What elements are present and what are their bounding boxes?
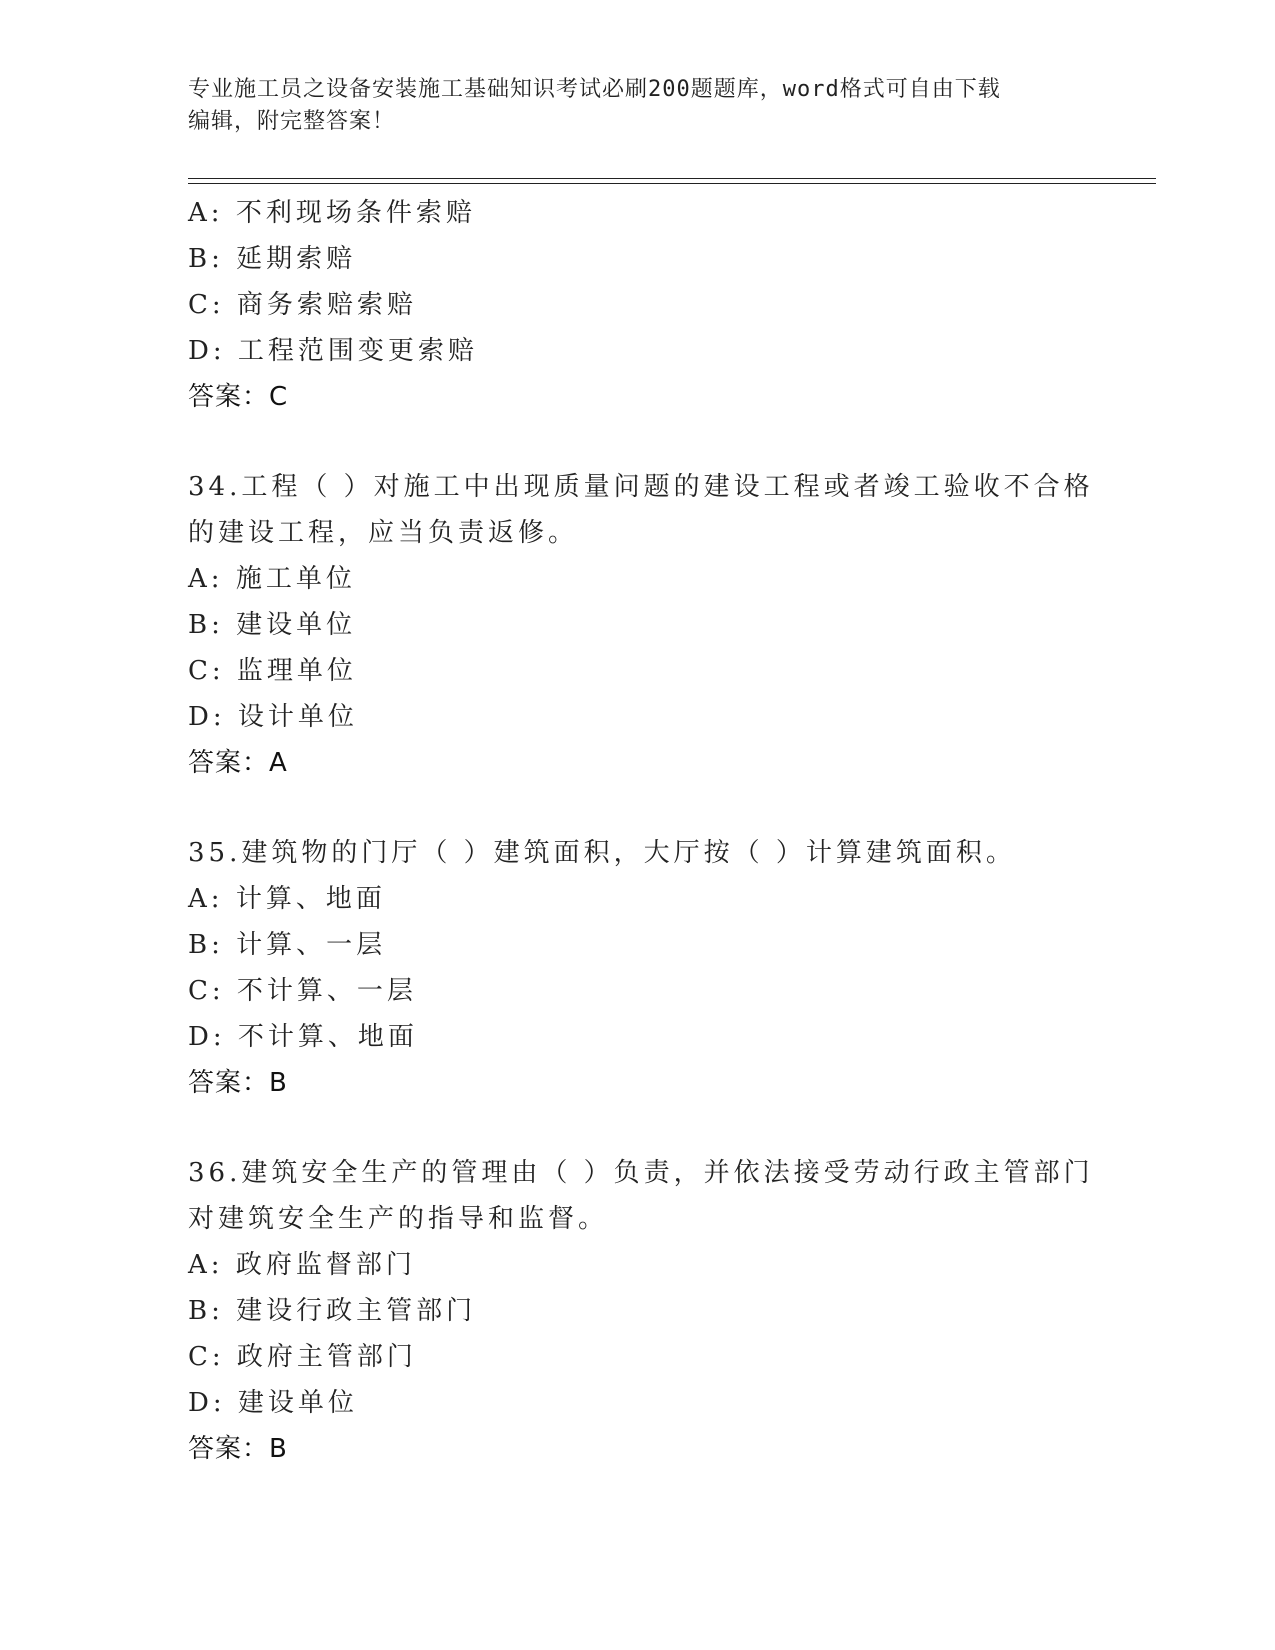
option-a: [188, 190, 1088, 236]
option-text: 计算、一层: [236, 930, 387, 960]
answer-line: 答案：A: [188, 748, 288, 778]
option-key: A:: [188, 884, 224, 914]
option-c: [188, 282, 1088, 328]
question-34: [188, 464, 1094, 786]
option-a: [188, 1242, 1088, 1288]
option-c: [188, 648, 1088, 694]
option-key: C:: [188, 290, 225, 320]
option-c: [188, 1334, 1088, 1380]
header-line-1: 专业施工员之设备安装施工基础知识考试必刷200题题库，word格式可自由下载: [188, 77, 1001, 102]
option-a: [188, 556, 1088, 602]
option-text: 施工单位: [235, 564, 356, 594]
answer-line: 答案：C: [188, 382, 289, 412]
option-text: 政府监督部门: [235, 1250, 416, 1280]
option-text: 政府主管部门: [236, 1342, 417, 1372]
option-d: [188, 694, 1088, 740]
question-stem-line-1: 35.建筑物的门厅（ ）建筑面积，大厅按（ ）计算建筑面积。: [188, 838, 1016, 868]
answer-line: 答案：B: [188, 1068, 288, 1098]
option-key: D:: [188, 1388, 226, 1418]
option-key: A:: [188, 1250, 224, 1280]
option-key: A:: [188, 198, 224, 228]
question-list: [188, 190, 1094, 1472]
option-text: 监理单位: [236, 656, 357, 686]
question-stem-line-2: 的建设工程，应当负责返修。: [188, 518, 579, 548]
option-d: [188, 328, 1088, 374]
option-text: 建设单位: [237, 1388, 358, 1418]
option-b: [188, 602, 1088, 648]
option-text: 设计单位: [237, 702, 358, 732]
option-text: 延期索赔: [236, 244, 357, 274]
option-b: [188, 1288, 1088, 1334]
question-36: [188, 1150, 1094, 1472]
header-line-2: 编辑，附完整答案！: [188, 109, 396, 134]
option-d: [188, 1380, 1088, 1426]
option-key: C:: [188, 1342, 225, 1372]
option-key: B:: [188, 930, 224, 960]
header-divider-top: [188, 178, 1156, 179]
header-divider-bottom: [188, 183, 1156, 184]
answer-line: 答案：B: [188, 1434, 288, 1464]
option-text: 建设单位: [236, 610, 357, 640]
option-text: 建设行政主管部门: [236, 1296, 477, 1326]
question-stem-line-1: 36.建筑安全生产的管理由（ ）负责，并依法接受劳动行政主管部门: [188, 1158, 1094, 1188]
question-33-partial: [188, 190, 1088, 420]
option-text: 工程范围变更索赔: [237, 336, 478, 366]
option-text: 不计算、一层: [236, 976, 417, 1006]
option-text: 不利现场条件索赔: [235, 198, 476, 228]
option-key: A:: [188, 564, 224, 594]
option-key: D:: [188, 702, 226, 732]
document-header: [188, 74, 1068, 138]
question-35: [188, 830, 1088, 1106]
option-key: D:: [188, 336, 226, 366]
option-key: D:: [188, 1022, 226, 1052]
option-key: C:: [188, 656, 225, 686]
option-c: [188, 968, 1088, 1014]
option-text: 不计算、地面: [237, 1022, 418, 1052]
option-key: B:: [188, 1296, 224, 1326]
option-b: [188, 922, 1088, 968]
option-b: [188, 236, 1088, 282]
option-key: B:: [188, 244, 224, 274]
option-key: B:: [188, 610, 224, 640]
option-a: [188, 876, 1088, 922]
question-stem-line-1: 34.工程（ ）对施工中出现质量问题的建设工程或者竣工验收不合格: [188, 472, 1094, 502]
question-stem-line-2: 对建筑安全生产的指导和监督。: [188, 1204, 609, 1234]
option-text: 商务索赔索赔: [236, 290, 417, 320]
option-d: [188, 1014, 1088, 1060]
option-text: 计算、地面: [235, 884, 386, 914]
option-key: C:: [188, 976, 225, 1006]
